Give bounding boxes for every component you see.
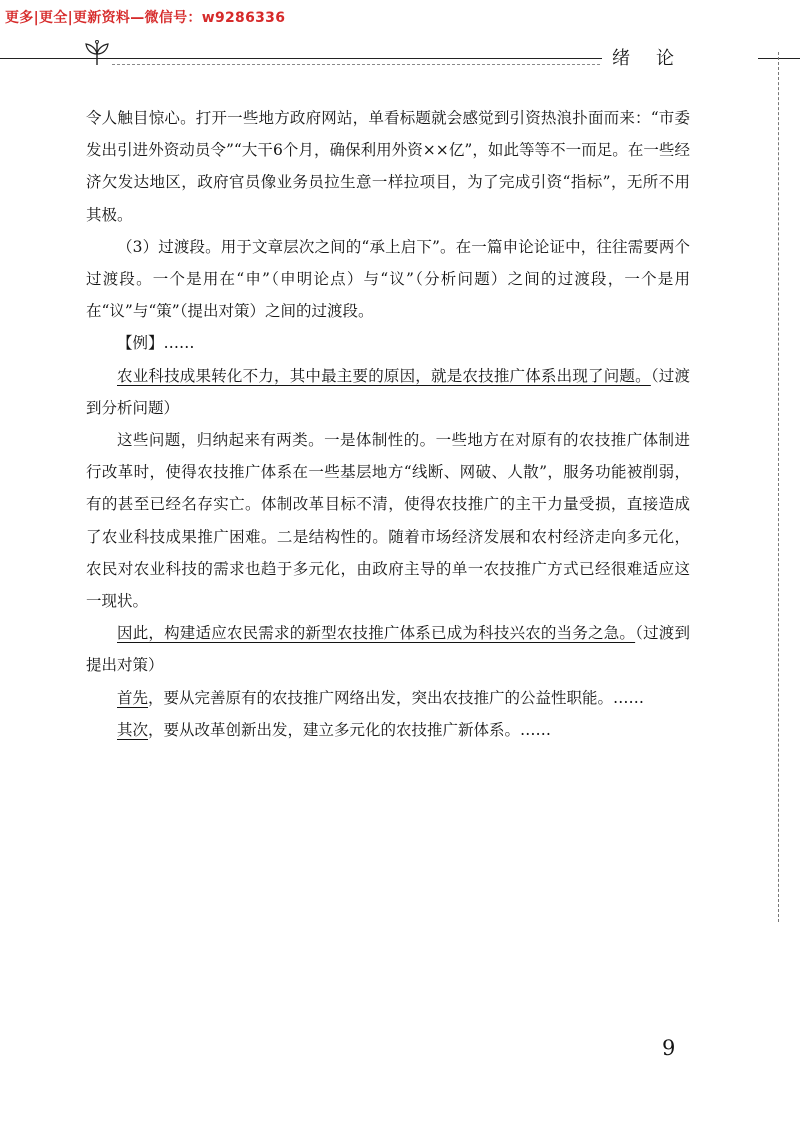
example-label: 【例】……: [117, 334, 195, 353]
transition-sentence-underlined: 因此，构建适应农民需求的新型农技推广体系已成为科技兴农的当务之急。: [117, 624, 636, 643]
header-dotted-rule: [112, 64, 600, 65]
ordinal-word-underlined: 其次: [117, 720, 149, 739]
leaf-ornament-icon: [84, 40, 110, 66]
example-transition-1: [86, 360, 690, 424]
page-body: [86, 102, 690, 746]
countermeasure-first: [86, 682, 690, 714]
countermeasure-text: ，要从完善原有的农技推广网络出发，突出农技推广的公益性职能。……: [148, 688, 645, 707]
section-title: 绪论: [612, 48, 700, 69]
example-analysis-paragraph: 这些问题，归纳起来有两类。一是体制性的。一些地方在对原有的农技推广体制进行改革时，使得农技推广体系在一些基层地方“线断、网破、人散”，服务功能被削弱，有的甚至已经名存实亡。体制改革目标不清，使得农技推广的主干力量受损，直接造成了农业科技成果推广困难。二是结构性的。随着市场经济发展和农村经济走向多元化，农民对农业科技的需求也趋于多元化，由政府主导的单一农技推广方式已经很难适应这一现状。: [86, 431, 690, 611]
margin-rule: [778, 52, 779, 922]
paragraph-continuation: 令人触目惊心。打开一些地方政府网站，单看标题就会感觉到引资热浪扑面而来：“市委发出引进外资动员令”“大干6个月，确保利用外资××亿”，如此等等不一而足。在一些经济欠发达地区，政府官员像业务员拉生意一样拉项目，为了完成引资“指标”，无所不用其极。: [86, 109, 690, 224]
header-rule: [0, 58, 602, 59]
ordinal-word-underlined: 首先: [117, 688, 149, 707]
example-transition-2: [86, 617, 690, 681]
transition-note: （过渡到提出对策）: [86, 624, 690, 675]
page-number: 9: [662, 1036, 676, 1060]
margin-tick: [758, 58, 800, 59]
transition-note: （过渡到分析问题）: [86, 366, 690, 417]
transition-sentence-underlined: 农业科技成果转化不力，其中最主要的原因，就是农技推广体系出现了问题。: [117, 366, 651, 385]
paragraph-transition-definition: （3）过渡段。用于文章层次之间的“承上启下”。在一篇申论论证中，往往需要两个过渡段。一个是用在“申”（申明论点）与“议”（分析问题）之间的过渡段，一个是用在“议”与“策”（提出对策）之间的过渡段。: [86, 237, 690, 321]
watermark-text: 更多|更全|更新资料—微信号：w9286336: [5, 10, 286, 26]
countermeasure-second: [86, 714, 690, 746]
countermeasure-text: ，要从改革创新出发，建立多元化的农技推广新体系。……: [148, 720, 552, 739]
